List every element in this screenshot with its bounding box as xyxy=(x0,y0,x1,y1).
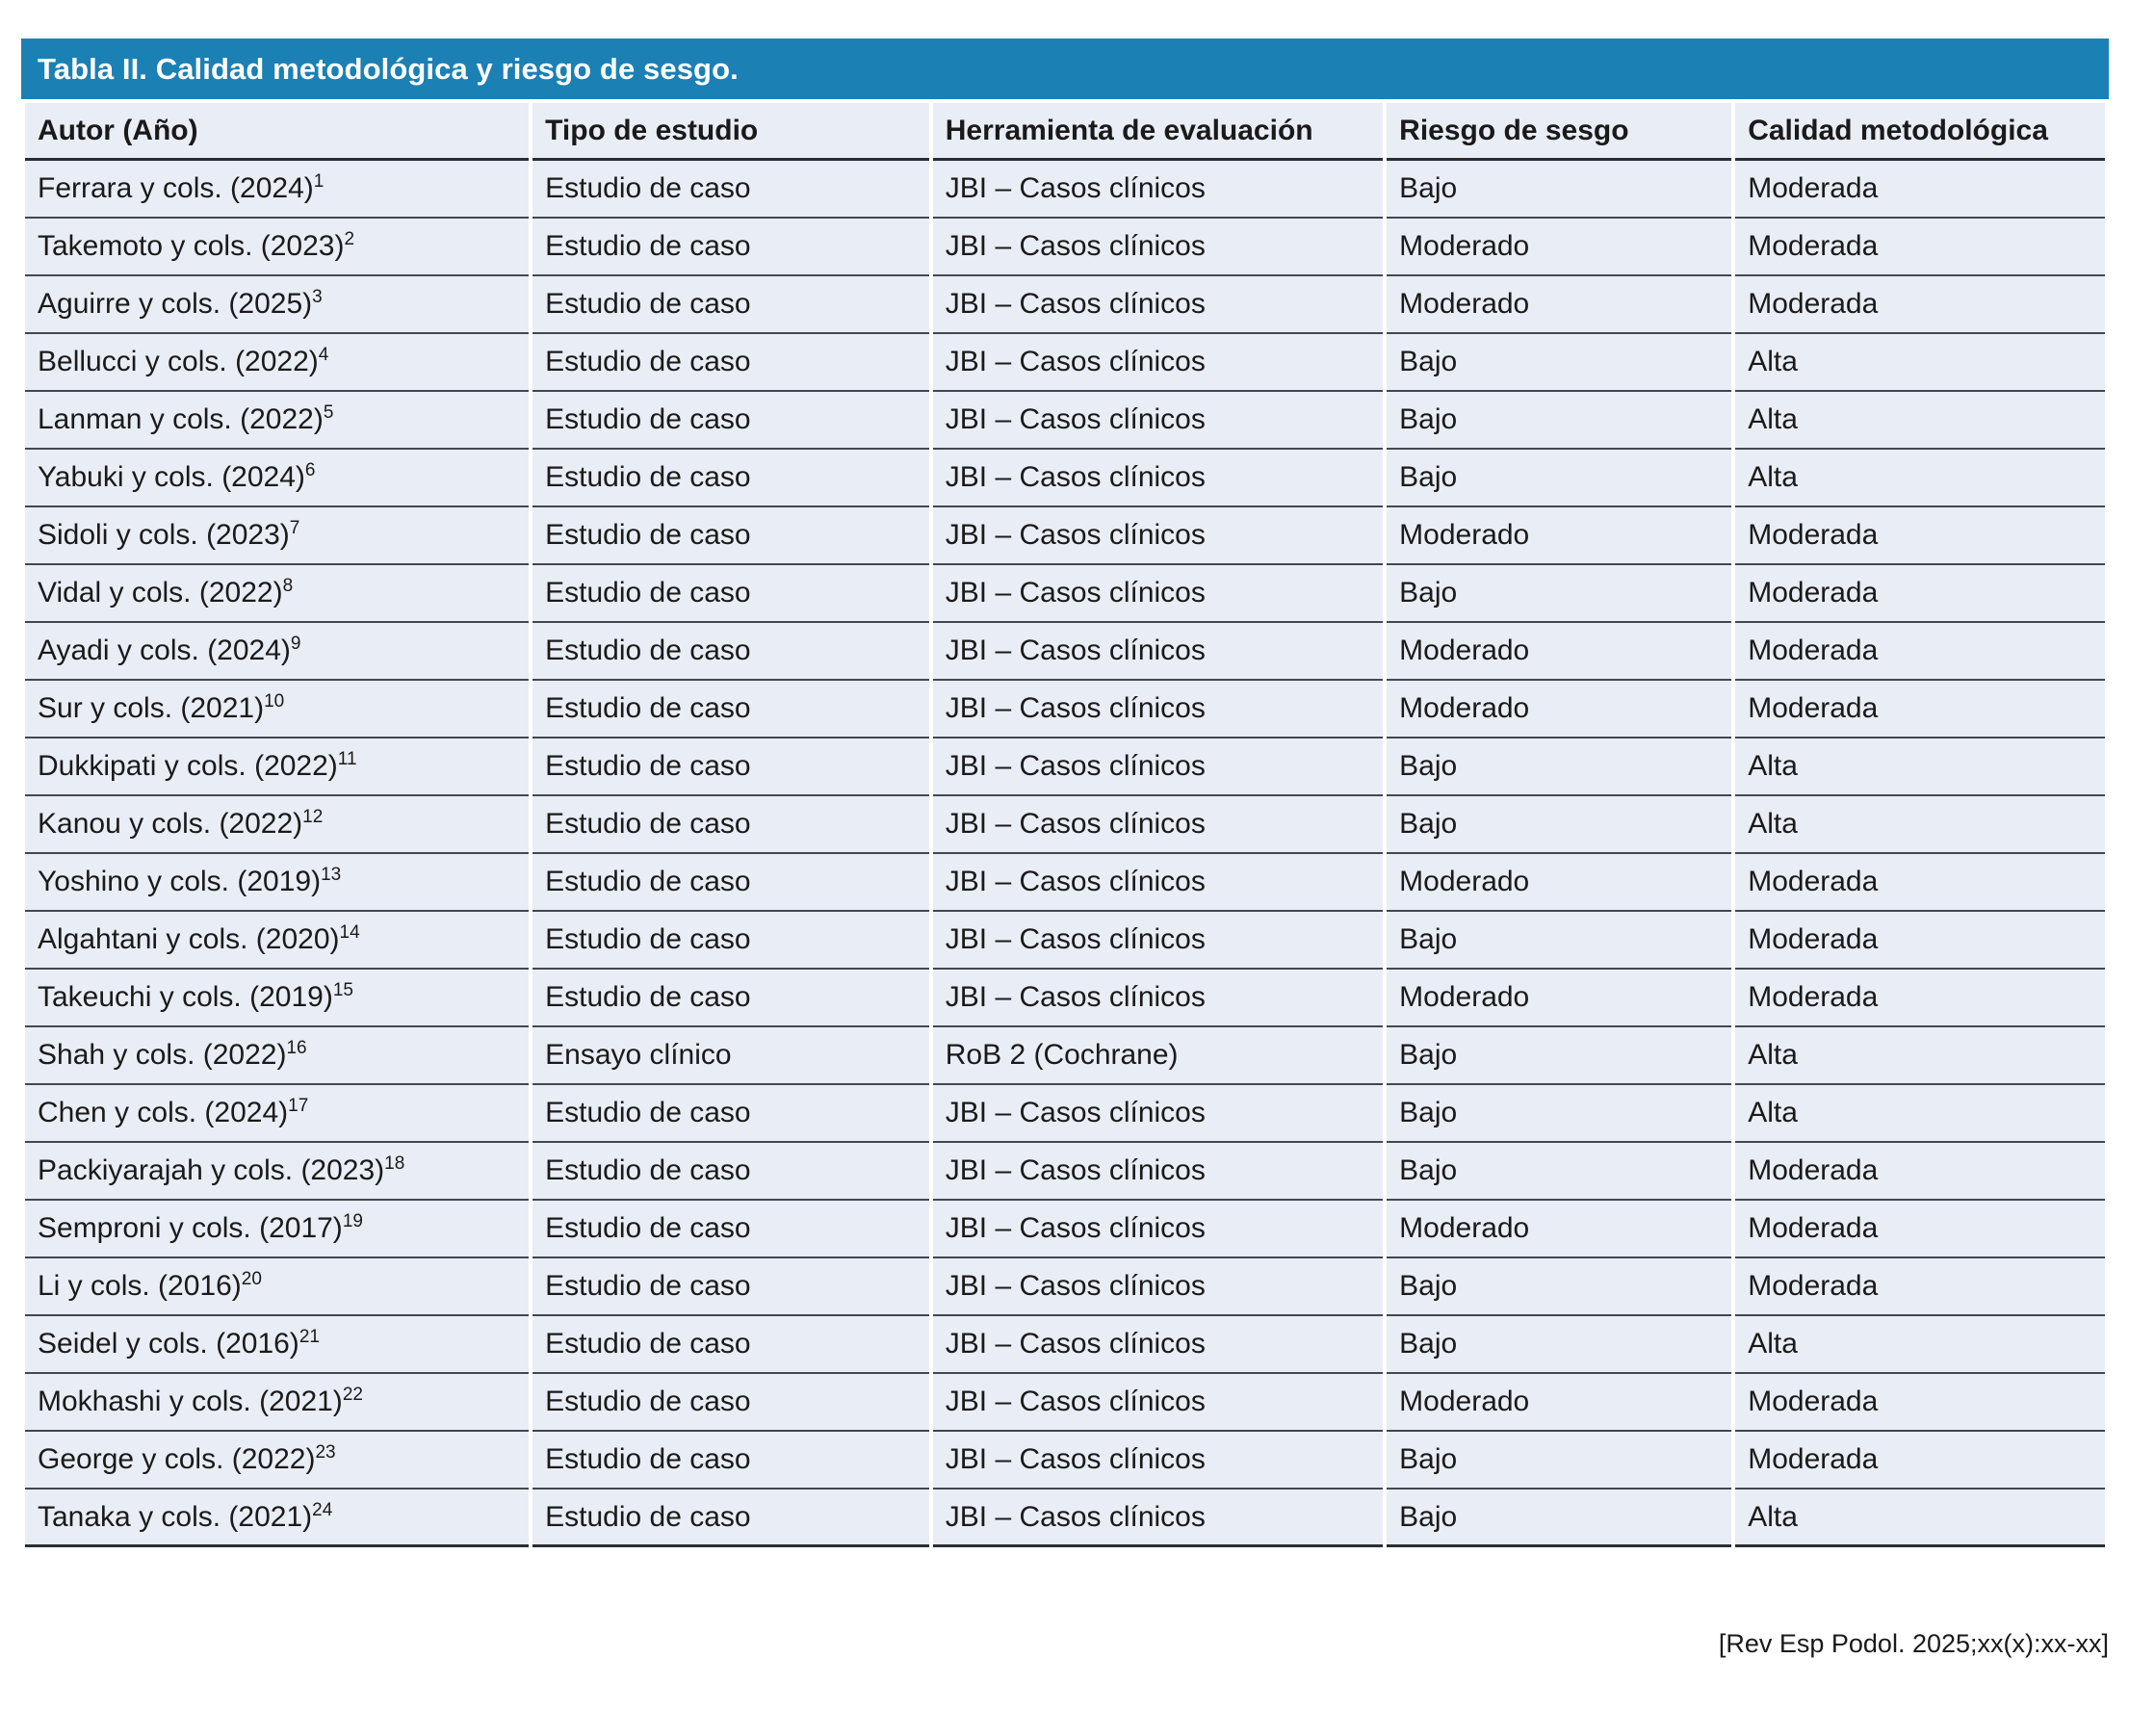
table-row xyxy=(25,161,2105,219)
study-type-cell: Estudio de caso xyxy=(532,1143,929,1201)
study-type-cell: Estudio de caso xyxy=(532,1085,929,1143)
bias-risk-cell: Moderado xyxy=(1387,507,1731,565)
table-row xyxy=(25,854,2105,912)
study-type-cell: Estudio de caso xyxy=(532,681,929,738)
tool-cell: JBI – Casos clínicos xyxy=(933,565,1383,623)
reference-superscript: 4 xyxy=(318,345,329,365)
quality-cell: Moderada xyxy=(1735,565,2105,623)
author-cell: Seidel y cols. $(2016)^{21}$ xyxy=(25,1316,529,1374)
quality-cell: Moderada xyxy=(1735,1258,2105,1316)
table-row xyxy=(25,1258,2105,1316)
bias-risk-cell: Moderado xyxy=(1387,1374,1731,1432)
table-row xyxy=(25,507,2105,565)
tool-cell: JBI – Casos clínicos xyxy=(933,1490,1383,1547)
table-row xyxy=(25,334,2105,392)
study-type-cell: Estudio de caso xyxy=(532,970,929,1027)
quality-cell: Moderada xyxy=(1735,1201,2105,1258)
bias-risk-cell: Bajo xyxy=(1387,565,1731,623)
table-row xyxy=(25,912,2105,970)
study-type-cell: Estudio de caso xyxy=(532,1490,929,1547)
tool-cell: JBI – Casos clínicos xyxy=(933,738,1383,796)
bias-risk-cell: Moderado xyxy=(1387,681,1731,738)
tool-cell: JBI – Casos clínicos xyxy=(933,796,1383,854)
reference-superscript: 17 xyxy=(288,1096,309,1116)
journal-citation: [Rev Esp Podol. 2025;xx(x):xx-xx] xyxy=(1718,1629,2109,1658)
author-cell: Tanaka y cols. $(2021)^{24}$ xyxy=(25,1490,529,1547)
tool-cell: RoB 2 (Cochrane) xyxy=(933,1027,1383,1085)
reference-superscript: 14 xyxy=(339,922,360,943)
tool-cell: JBI – Casos clínicos xyxy=(933,334,1383,392)
tool-cell: JBI – Casos clínicos xyxy=(933,219,1383,276)
quality-cell: Alta xyxy=(1735,1027,2105,1085)
study-type-cell: Estudio de caso xyxy=(532,392,929,450)
bias-risk-cell: Bajo xyxy=(1387,1490,1731,1547)
study-type-cell: Estudio de caso xyxy=(532,219,929,276)
bias-risk-cell: Moderado xyxy=(1387,854,1731,912)
bias-risk-cell: Bajo xyxy=(1387,738,1731,796)
tool-cell: JBI – Casos clínicos xyxy=(933,1201,1383,1258)
reference-superscript: 6 xyxy=(304,460,316,480)
author-cell: Vidal y cols. $(2022)^8$ xyxy=(25,565,529,623)
study-type-cell: Estudio de caso xyxy=(532,1432,929,1490)
bias-risk-cell: Bajo xyxy=(1387,1316,1731,1374)
reference-superscript: 13 xyxy=(321,865,342,885)
bias-risk-cell: Moderado xyxy=(1387,623,1731,681)
author-cell: Algahtani y cols. $(2020)^{14}$ xyxy=(25,912,529,970)
reference-superscript: 8 xyxy=(282,576,294,596)
table-row xyxy=(25,970,2105,1027)
tool-cell: JBI – Casos clínicos xyxy=(933,507,1383,565)
author-cell: Ayadi y cols. $(2024)^9$ xyxy=(25,623,529,681)
study-type-cell: Estudio de caso xyxy=(532,334,929,392)
bias-risk-cell: Bajo xyxy=(1387,796,1731,854)
bias-risk-cell: Bajo xyxy=(1387,161,1731,219)
bias-risk-cell: Moderado xyxy=(1387,970,1731,1027)
quality-cell: Moderada xyxy=(1735,161,2105,219)
study-type-cell: Estudio de caso xyxy=(532,1374,929,1432)
quality-cell: Moderada xyxy=(1735,970,2105,1027)
quality-cell: Moderada xyxy=(1735,854,2105,912)
tool-cell: JBI – Casos clínicos xyxy=(933,1258,1383,1316)
author-cell: Yoshino y cols. $(2019)^{13}$ xyxy=(25,854,529,912)
table-row xyxy=(25,623,2105,681)
study-type-cell: Estudio de caso xyxy=(532,161,929,219)
quality-cell: Alta xyxy=(1735,1085,2105,1143)
author-cell: Takemoto y cols. $(2023)^2$ xyxy=(25,219,529,276)
author-cell: Ferrara y cols. $(2024)^1$ xyxy=(25,161,529,219)
study-type-cell: Estudio de caso xyxy=(532,450,929,507)
author-cell: Shah y cols. $(2022)^{16}$ xyxy=(25,1027,529,1085)
bias-risk-cell: Moderado xyxy=(1387,276,1731,334)
col-header-study-type: Tipo de estudio xyxy=(532,103,929,161)
tool-cell: JBI – Casos clínicos xyxy=(933,392,1383,450)
author-cell: Aguirre y cols. $(2025)^3$ xyxy=(25,276,529,334)
reference-superscript: 21 xyxy=(299,1327,320,1347)
reference-superscript: 1 xyxy=(313,171,325,192)
bias-risk-cell: Bajo xyxy=(1387,1143,1731,1201)
tool-cell: JBI – Casos clínicos xyxy=(933,1374,1383,1432)
bias-risk-cell: Bajo xyxy=(1387,1258,1731,1316)
author-cell: Mokhashi y cols. $(2021)^{22}$ xyxy=(25,1374,529,1432)
tool-cell: JBI – Casos clínicos xyxy=(933,970,1383,1027)
quality-bias-table xyxy=(21,103,2109,1547)
author-cell: Chen y cols. $(2024)^{17}$ xyxy=(25,1085,529,1143)
author-cell: Takeuchi y cols. $(2019)^{15}$ xyxy=(25,970,529,1027)
table-row xyxy=(25,681,2105,738)
bias-risk-cell: Moderado xyxy=(1387,219,1731,276)
table-row xyxy=(25,738,2105,796)
table-row xyxy=(25,565,2105,623)
quality-cell: Alta xyxy=(1735,796,2105,854)
tool-cell: JBI – Casos clínicos xyxy=(933,1316,1383,1374)
table-row xyxy=(25,1316,2105,1374)
bias-risk-cell: Bajo xyxy=(1387,912,1731,970)
study-type-cell: Ensayo clínico xyxy=(532,1027,929,1085)
quality-cell: Moderada xyxy=(1735,1374,2105,1432)
table-row xyxy=(25,219,2105,276)
bias-risk-cell: Bajo xyxy=(1387,450,1731,507)
table-row xyxy=(25,450,2105,507)
table-row xyxy=(25,796,2105,854)
study-type-cell: Estudio de caso xyxy=(532,738,929,796)
table-row xyxy=(25,276,2105,334)
quality-cell: Moderada xyxy=(1735,276,2105,334)
reference-superscript: 9 xyxy=(290,634,301,654)
reference-superscript: 24 xyxy=(312,1499,333,1520)
reference-superscript: 20 xyxy=(241,1269,262,1289)
quality-cell: Moderada xyxy=(1735,1432,2105,1490)
author-cell: Kanou y cols. $(2022)^{12}$ xyxy=(25,796,529,854)
bias-risk-cell: Bajo xyxy=(1387,1085,1731,1143)
tool-cell: JBI – Casos clínicos xyxy=(933,1143,1383,1201)
table-row xyxy=(25,1432,2105,1490)
author-cell: Semproni y cols. $(2017)^{19}$ xyxy=(25,1201,529,1258)
table-row xyxy=(25,1490,2105,1547)
quality-cell: Alta xyxy=(1735,1490,2105,1547)
study-type-cell: Estudio de caso xyxy=(532,507,929,565)
quality-cell: Moderada xyxy=(1735,681,2105,738)
quality-cell: Alta xyxy=(1735,738,2105,796)
author-cell: Packiyarajah y cols. $(2023)^{18}$ xyxy=(25,1143,529,1201)
tool-cell: JBI – Casos clínicos xyxy=(933,161,1383,219)
bias-risk-cell: Moderado xyxy=(1387,1201,1731,1258)
study-type-cell: Estudio de caso xyxy=(532,276,929,334)
reference-superscript: 15 xyxy=(332,980,353,1000)
reference-superscript: 5 xyxy=(323,402,334,423)
study-type-cell: Estudio de caso xyxy=(532,796,929,854)
header-row xyxy=(25,103,2105,161)
author-cell: Bellucci y cols. $(2022)^4$ xyxy=(25,334,529,392)
table-row xyxy=(25,1374,2105,1432)
bias-risk-cell: Bajo xyxy=(1387,1027,1731,1085)
tool-cell: JBI – Casos clínicos xyxy=(933,1432,1383,1490)
study-type-cell: Estudio de caso xyxy=(532,854,929,912)
author-cell: Sidoli y cols. $(2023)^7$ xyxy=(25,507,529,565)
bias-risk-cell: Bajo xyxy=(1387,1432,1731,1490)
table-row xyxy=(25,1027,2105,1085)
study-type-cell: Estudio de caso xyxy=(532,912,929,970)
col-header-quality: Calidad metodológica xyxy=(1735,103,2105,161)
quality-cell: Alta xyxy=(1735,450,2105,507)
col-header-tool: Herramienta de evaluación xyxy=(933,103,1383,161)
col-header-author: Autor (Año) xyxy=(25,103,529,161)
bias-risk-cell: Bajo xyxy=(1387,334,1731,392)
quality-cell: Moderada xyxy=(1735,507,2105,565)
tool-cell: JBI – Casos clínicos xyxy=(933,623,1383,681)
quality-cell: Moderada xyxy=(1735,623,2105,681)
author-cell: Dukkipati y cols. $(2022)^{11}$ xyxy=(25,738,529,796)
tool-cell: JBI – Casos clínicos xyxy=(933,854,1383,912)
reference-superscript: 22 xyxy=(342,1385,363,1405)
table-row xyxy=(25,1201,2105,1258)
reference-superscript: 11 xyxy=(337,749,357,769)
reference-superscript: 23 xyxy=(315,1442,336,1463)
reference-superscript: 18 xyxy=(384,1153,405,1174)
reference-superscript: 16 xyxy=(286,1038,307,1058)
reference-superscript: 10 xyxy=(264,691,285,712)
tool-cell: JBI – Casos clínicos xyxy=(933,276,1383,334)
table-row xyxy=(25,392,2105,450)
reference-superscript: 3 xyxy=(312,287,323,307)
study-type-cell: Estudio de caso xyxy=(532,565,929,623)
reference-superscript: 2 xyxy=(344,229,355,249)
quality-cell: Moderada xyxy=(1735,912,2105,970)
col-header-bias-risk: Riesgo de sesgo xyxy=(1387,103,1731,161)
author-cell: Sur y cols. $(2021)^{10}$ xyxy=(25,681,529,738)
tool-cell: JBI – Casos clínicos xyxy=(933,681,1383,738)
table-row xyxy=(25,1143,2105,1201)
study-type-cell: Estudio de caso xyxy=(532,1258,929,1316)
table-row xyxy=(25,1085,2105,1143)
table-title: Tabla II. Calidad metodológica y riesgo de sesgo. xyxy=(38,51,739,86)
bias-risk-cell: Bajo xyxy=(1387,392,1731,450)
quality-cell: Moderada xyxy=(1735,219,2105,276)
quality-cell: Alta xyxy=(1735,334,2105,392)
author-cell: George y cols. $(2022)^{23}$ xyxy=(25,1432,529,1490)
tool-cell: JBI – Casos clínicos xyxy=(933,450,1383,507)
quality-cell: Alta xyxy=(1735,392,2105,450)
quality-cell: Moderada xyxy=(1735,1143,2105,1201)
study-type-cell: Estudio de caso xyxy=(532,623,929,681)
tool-cell: JBI – Casos clínicos xyxy=(933,912,1383,970)
author-cell: Lanman y cols. $(2022)^5$ xyxy=(25,392,529,450)
tool-cell: JBI – Casos clínicos xyxy=(933,1085,1383,1143)
reference-superscript: 12 xyxy=(302,807,324,827)
study-type-cell: Estudio de caso xyxy=(532,1316,929,1374)
quality-cell: Alta xyxy=(1735,1316,2105,1374)
study-type-cell: Estudio de caso xyxy=(532,1201,929,1258)
author-cell: Li y cols. $(2016)^{20}$ xyxy=(25,1258,529,1316)
reference-superscript: 19 xyxy=(342,1211,363,1231)
table-title-bar xyxy=(21,39,2109,99)
reference-superscript: 7 xyxy=(289,518,300,538)
author-cell: Yabuki y cols. $(2024)^6$ xyxy=(25,450,529,507)
